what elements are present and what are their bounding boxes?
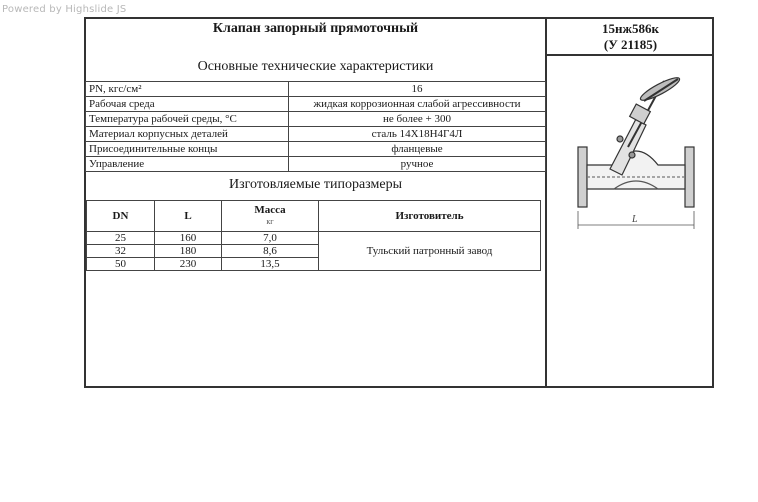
spec-label: Рабочая среда — [86, 97, 289, 112]
cell-l: 230 — [155, 258, 222, 271]
spec-row — [86, 97, 546, 112]
header-maker: Изготовитель — [319, 201, 541, 232]
spec-value: жидкая коррозионная слабой агрессивности — [289, 97, 546, 112]
spec-value: ручное — [289, 157, 546, 172]
product-code-line2: (У 21185) — [603, 37, 658, 52]
header-l: L — [155, 201, 222, 232]
cell-mass: 7,0 — [222, 232, 319, 245]
spec-row — [86, 127, 546, 142]
spec-row — [86, 112, 546, 127]
spec-label: Управление — [86, 157, 289, 172]
table-row — [87, 232, 541, 245]
sizes-header-row — [87, 201, 541, 232]
page-title: Клапан запорный прямоточный — [212, 21, 419, 36]
cell-mass: 8,6 — [222, 245, 319, 258]
dimension-label: L — [632, 214, 638, 225]
header-mass-unit: кг — [266, 217, 274, 226]
sizes-title: Изготовляемые типоразмеры — [229, 177, 402, 192]
header-mass-label: Масса — [254, 204, 286, 216]
spec-value: фланцевые — [289, 142, 546, 157]
watermark: Powered by Highslide JS — [2, 4, 127, 15]
specs-title: Основные технические характеристики — [197, 59, 434, 74]
header-dn: DN — [87, 201, 155, 232]
product-code — [547, 21, 714, 53]
spec-value: не более + 300 — [289, 112, 546, 127]
vertical-divider — [545, 19, 547, 386]
cell-dn: 25 — [87, 232, 155, 245]
spec-row — [86, 157, 546, 172]
code-divider — [547, 54, 714, 56]
spec-label: Присоединительные концы — [86, 142, 289, 157]
valve-drawing — [574, 77, 698, 237]
spec-row — [86, 142, 546, 157]
cell-mass: 13,5 — [222, 258, 319, 271]
spec-value: сталь 14Х18Н4Г4Л — [289, 127, 546, 142]
cell-l: 160 — [155, 232, 222, 245]
specs-table — [85, 81, 546, 172]
cell-maker: Тульский патронный завод — [319, 232, 541, 271]
spec-row — [86, 82, 546, 97]
sizes-table — [86, 200, 541, 271]
cell-dn: 32 — [87, 245, 155, 258]
header-mass — [222, 201, 319, 232]
spec-value: 16 — [289, 82, 546, 97]
datasheet — [84, 17, 714, 388]
spec-label: PN, кгс/см² — [86, 82, 289, 97]
product-code-line1: 15нж586к — [602, 21, 659, 36]
cell-dn: 50 — [87, 258, 155, 271]
spec-label: Материал корпусных деталей — [86, 127, 289, 142]
spec-label: Температура рабочей среды, °С — [86, 112, 289, 127]
cell-l: 180 — [155, 245, 222, 258]
